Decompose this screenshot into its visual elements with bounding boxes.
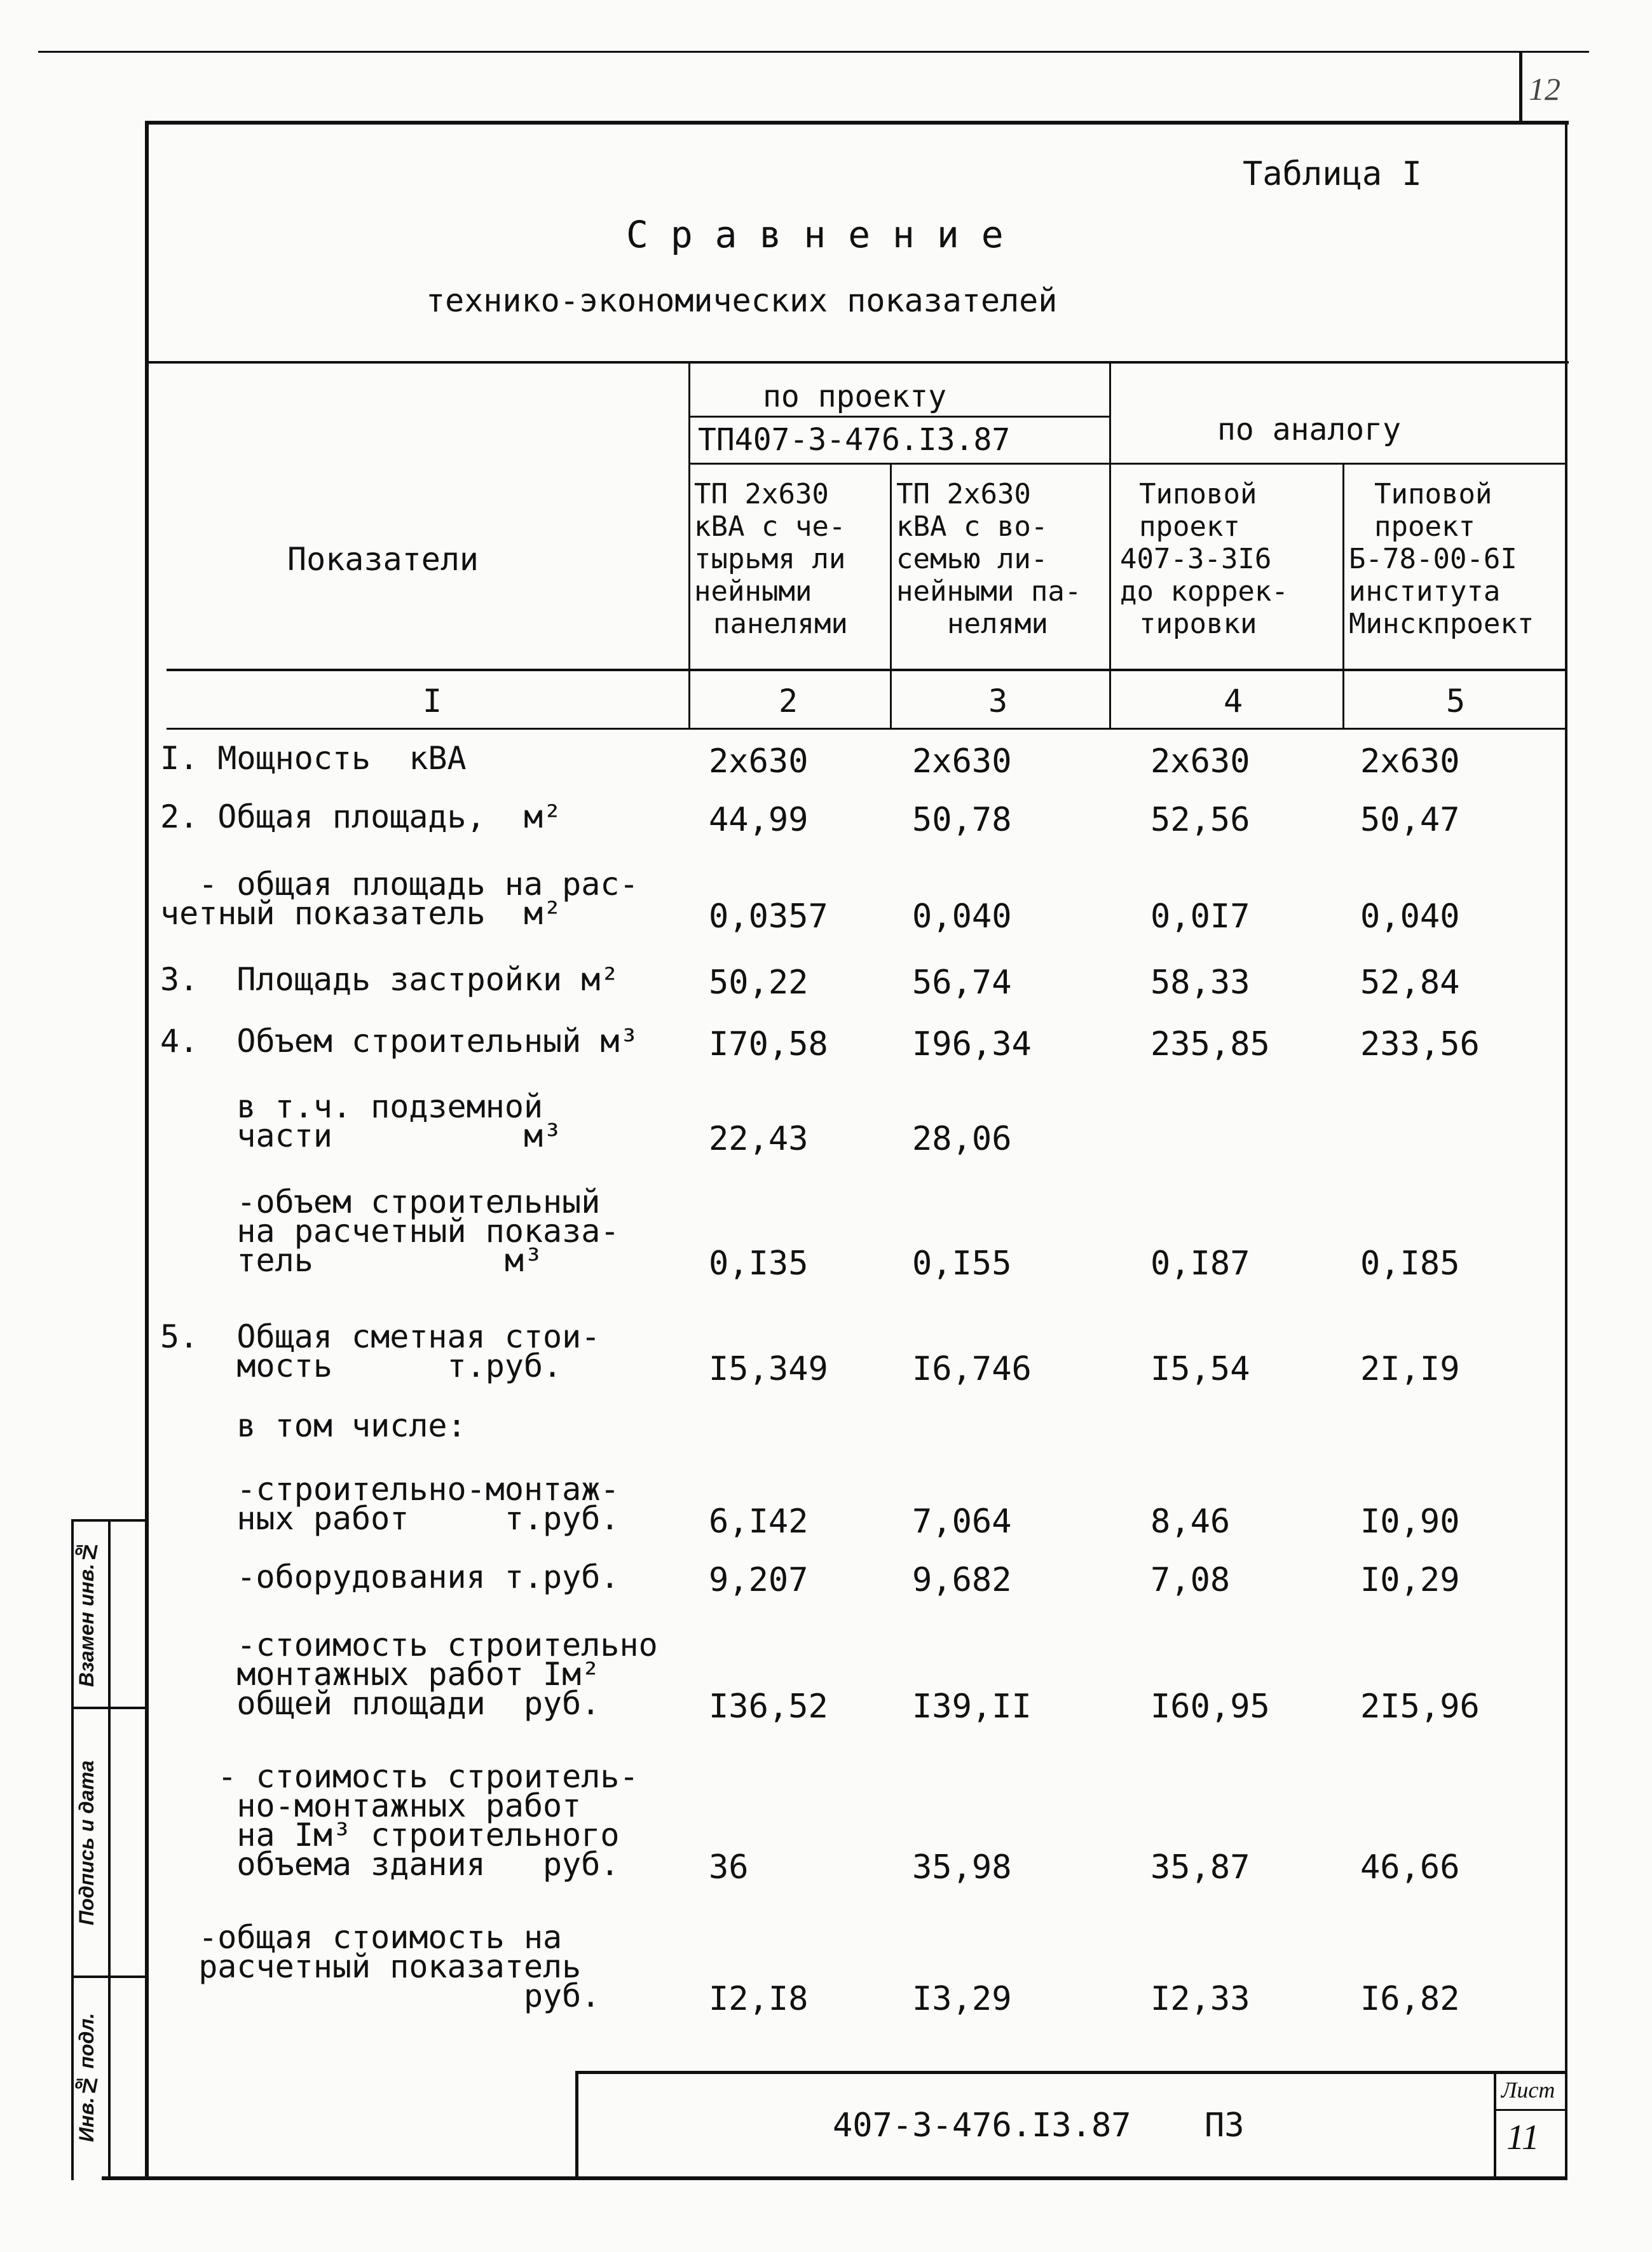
row-label: -объем строительный на расчетный показа- тель м³ xyxy=(160,1184,620,1279)
frame-top xyxy=(145,121,1569,125)
cell-value: 2х630 xyxy=(709,742,809,781)
col-line-4 xyxy=(1342,464,1344,729)
cell-value: 0,I87 xyxy=(1150,1245,1250,1283)
col-line-3 xyxy=(1109,364,1111,729)
frame-bottom xyxy=(102,2176,1567,2180)
cell-value: I2,33 xyxy=(1150,1980,1250,2018)
cell-value: 50,47 xyxy=(1360,801,1460,839)
cell-value: 9,207 xyxy=(709,1561,809,1599)
cell-value: I96,34 xyxy=(912,1025,1032,1063)
cell-value: 35,87 xyxy=(1150,1848,1250,1887)
cell-value: 58,33 xyxy=(1150,964,1250,1002)
colnum-bottom-rule xyxy=(167,728,1565,730)
cell-value: 36 xyxy=(709,1848,749,1887)
row-label: -общая стоимость на расчетный показатель руб. xyxy=(160,1919,601,2014)
cell-value: I39,II xyxy=(912,1688,1032,1726)
row-label: 4. Объем строительный м³ xyxy=(160,1023,639,1060)
side-label-replace: Взамен инв.№ xyxy=(75,1541,98,1688)
side-strip-div2 xyxy=(71,1976,146,1978)
subheader-rule xyxy=(688,463,1566,465)
cell-value: 2х630 xyxy=(1150,742,1250,781)
row-label: -строительно-монтаж- ных работ т.руб. xyxy=(160,1471,620,1537)
header-indicators: Показатели xyxy=(287,541,479,578)
side-strip-top xyxy=(71,1519,146,1522)
cell-value: 2I,I9 xyxy=(1360,1350,1460,1388)
side-label-signature: Подпись и дата xyxy=(75,1760,98,1925)
cell-value: I36,52 xyxy=(709,1688,828,1726)
stamp-sheet-left xyxy=(1494,2071,1496,2179)
cell-value: 0,I35 xyxy=(709,1245,809,1283)
cell-value: 0,0I7 xyxy=(1150,897,1250,936)
cell-value: 46,66 xyxy=(1360,1848,1460,1887)
header-by-analog: по аналогу xyxy=(1217,412,1401,447)
row-label: - общая площадь на рас- четный показатель м² xyxy=(160,866,639,932)
colnum-1: I xyxy=(422,683,442,720)
side-label-inventory: Инв.№ подл. xyxy=(75,2012,98,2142)
frame-left xyxy=(145,121,149,2180)
cell-value: 0,040 xyxy=(912,897,1012,936)
row-label: - стоимость строитель- но-монтажных работ на Iм³ строительного объема здания руб. xyxy=(160,1758,639,1883)
cell-value: 56,74 xyxy=(912,964,1012,1002)
cell-value: 50,78 xyxy=(912,801,1012,839)
header-col4: Типовой проект 407-3-3I6 до коррек- тировки xyxy=(1120,478,1288,640)
colnum-3: 3 xyxy=(988,683,1008,720)
cell-value: 28,06 xyxy=(912,1120,1012,1158)
cell-value: I5,54 xyxy=(1150,1350,1250,1388)
cell-value: I5,349 xyxy=(709,1350,828,1388)
page-corner-number: 12 xyxy=(1529,71,1560,107)
cell-value: I70,58 xyxy=(709,1025,828,1063)
stamp-left xyxy=(575,2071,578,2179)
stamp-top xyxy=(575,2071,1567,2074)
stamp-doc-code: 407-3-476.I3.87 xyxy=(833,2106,1131,2145)
page-title: С р а в н е н и е xyxy=(626,213,1004,256)
cell-value: I60,95 xyxy=(1150,1688,1270,1726)
row-label: в т.ч. подземной части м³ xyxy=(160,1088,563,1154)
cell-value: 7,064 xyxy=(912,1503,1012,1541)
cell-value: 7,08 xyxy=(1150,1561,1231,1599)
side-strip-outer xyxy=(71,1519,74,2180)
cell-value: 235,85 xyxy=(1150,1025,1270,1063)
cell-value: 50,22 xyxy=(709,964,809,1002)
page-subtitle: технико-экономических показателей xyxy=(426,282,1058,319)
row-label: 2. Общая площадь, м² xyxy=(160,798,563,835)
cell-value: 52,84 xyxy=(1360,964,1460,1002)
cell-value: 35,98 xyxy=(912,1848,1012,1887)
header-col2: ТП 2х630 кВА с че- тырьмя ли нейными панелями xyxy=(694,478,848,640)
header-bottom-rule xyxy=(167,669,1565,671)
cell-value: 44,99 xyxy=(709,801,809,839)
header-by-project: по проекту xyxy=(763,379,946,414)
stamp-sheet-label: Лист xyxy=(1501,2077,1555,2103)
cell-value: 0,040 xyxy=(1360,897,1460,936)
cell-value: 0,0357 xyxy=(709,897,828,936)
cell-value: I6,746 xyxy=(912,1350,1032,1388)
cell-value: 6,I42 xyxy=(709,1503,809,1541)
row-label: в том числе: xyxy=(160,1407,467,1444)
cell-value: 233,56 xyxy=(1360,1025,1480,1063)
cell-value: 22,43 xyxy=(709,1120,809,1158)
row-label: 5. Общая сметная стои- мость т.руб. xyxy=(160,1318,601,1384)
header-project-code: ТП407-3-476.I3.87 xyxy=(698,422,1011,458)
cell-value: 52,56 xyxy=(1150,801,1250,839)
cell-value: 2I5,96 xyxy=(1360,1688,1480,1726)
side-strip-inner xyxy=(108,1519,111,2180)
col-line-1 xyxy=(688,364,690,729)
row-label: -стоимость строительно монтажных работ Iм² общей площади руб. xyxy=(160,1627,658,1722)
row-label: I. Мощность кВА xyxy=(160,740,467,777)
project-underline xyxy=(688,416,1109,418)
cell-value: I3,29 xyxy=(912,1980,1012,2018)
cell-value: I0,90 xyxy=(1360,1503,1460,1541)
top-rule xyxy=(38,51,1589,53)
col-line-2 xyxy=(890,464,892,729)
cell-value: 8,46 xyxy=(1150,1503,1231,1541)
row-label: -оборудования т.руб. xyxy=(160,1559,620,1595)
colnum-2: 2 xyxy=(778,683,798,720)
cell-value: I2,I8 xyxy=(709,1980,809,2018)
stamp-sheet-mid xyxy=(1494,2109,1567,2111)
cell-value: 2х630 xyxy=(912,742,1012,781)
title-separator xyxy=(145,361,1569,364)
cell-value: I6,82 xyxy=(1360,1980,1460,2018)
row-label: 3. Площадь застройки м² xyxy=(160,961,620,998)
cell-value: 2х630 xyxy=(1360,742,1460,781)
stamp-sheet-number: 11 xyxy=(1506,2118,1539,2157)
header-col3: ТП 2х630 кВА с во- семью ли- нейными па- нелями xyxy=(896,478,1082,640)
header-col5: Типовой проект Б-78-00-6I института Минскпроект xyxy=(1349,478,1534,640)
cell-value: I0,29 xyxy=(1360,1561,1460,1599)
colnum-5: 5 xyxy=(1445,683,1466,720)
frame-right xyxy=(1565,121,1567,2180)
table-label: Таблица I xyxy=(1243,155,1422,193)
cell-value: 0,I55 xyxy=(912,1245,1012,1283)
side-strip-div1 xyxy=(71,1707,146,1709)
cell-value: 9,682 xyxy=(912,1561,1012,1599)
colnum-4: 4 xyxy=(1223,683,1243,720)
stamp-doc-type: ПЗ xyxy=(1205,2106,1245,2145)
cell-value: 0,I85 xyxy=(1360,1245,1460,1283)
